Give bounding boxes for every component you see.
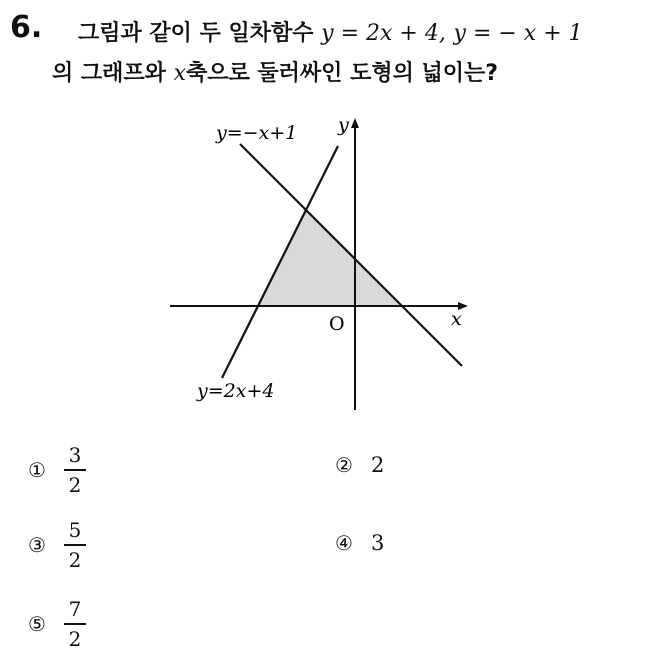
option-5-fraction <box>64 597 86 651</box>
question-var-x: x <box>173 61 187 86</box>
equation-2: y = − x + 1 <box>453 21 583 46</box>
option-2-mark: ② <box>335 453 353 477</box>
line-neg-x-plus-1 <box>240 144 462 366</box>
option-5[interactable] <box>28 597 86 651</box>
option-5-numerator: 7 <box>68 597 82 621</box>
option-5-denominator: 2 <box>68 627 82 651</box>
shaded-triangle <box>258 209 402 306</box>
label-y-axis: y <box>338 114 349 136</box>
label-origin: O <box>329 313 345 335</box>
fraction-bar <box>64 544 86 546</box>
fraction-bar <box>64 623 86 625</box>
option-1-mark: ① <box>28 458 46 482</box>
question-text-2a: 의 그래프와 <box>52 61 166 86</box>
option-3[interactable] <box>28 518 86 572</box>
option-4-value: 3 <box>371 531 385 555</box>
option-1-numerator: 3 <box>68 443 82 467</box>
option-3-denominator: 2 <box>68 548 82 572</box>
option-4-mark: ④ <box>335 531 353 555</box>
option-3-numerator: 5 <box>68 518 82 542</box>
option-2[interactable] <box>335 453 384 477</box>
label-line-2x-plus-4: y=2x+4 <box>197 380 275 402</box>
label-line-neg-x-plus-1: y=−x+1 <box>216 122 298 144</box>
option-1-denominator: 2 <box>68 473 82 497</box>
option-4[interactable] <box>335 531 384 555</box>
question-text-1: 그림과 같이 두 일차함수 <box>78 21 314 46</box>
question-number: 6. <box>10 10 43 45</box>
fraction-bar <box>64 469 86 471</box>
option-5-mark: ⑤ <box>28 612 46 636</box>
option-3-fraction <box>64 518 86 572</box>
option-1[interactable] <box>28 443 86 497</box>
equation-1: y = 2x + 4, <box>321 21 446 46</box>
label-x-axis: x <box>451 308 462 330</box>
question-text-2b: 축으로 둘러싸인 도형의 넓이는? <box>186 61 499 86</box>
option-3-mark: ③ <box>28 533 46 557</box>
option-1-fraction <box>64 443 86 497</box>
option-2-value: 2 <box>371 453 385 477</box>
y-axis-arrow <box>351 118 359 128</box>
